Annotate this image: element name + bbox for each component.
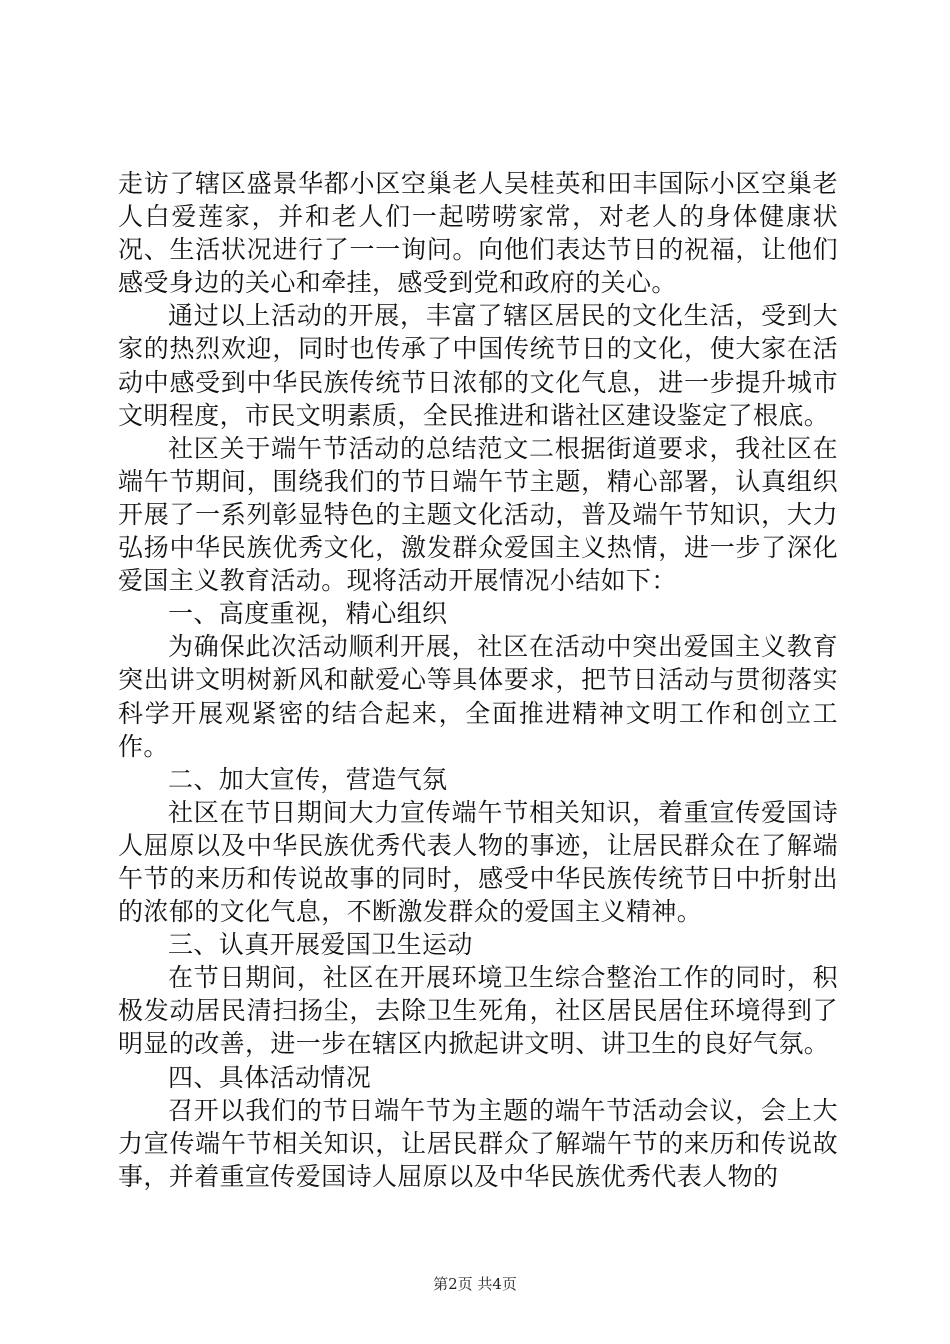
section-heading: 三、认真开展爱国卫生运动 <box>168 930 473 960</box>
paragraph: 在节日期间，社区在开展环境卫生综合整治工作的同时，积极发动居民清扫扬尘，去除卫生死角，社区居民居住环境得到了明显的改善，进一步在辖区内掀起讲文明、讲卫生的良好气氛。 <box>118 963 838 1059</box>
paragraph: 社区在节日期间大力宣传端午节相关知识，着重宣传爱国诗人屈原以及中华民族优秀代表人物的事迹，让居民群众在了解端午节的来历和传说故事的同时，感受中华民族传统节日中折射出的浓郁的文化气息，不断激发群众的爱国主义精神。 <box>118 797 838 927</box>
paragraph: 社区关于端午节活动的总结范文二根据街道要求，我社区在端午节期间，围绕我们的节日端午节主题，精心部署，认真组织开展了一系列彰显特色的主题文化活动，普及端午节知识，大力弘扬中华民族优秀文化，激发群众爱国主义热情，进一步了深化爱国主义教育活动。现将活动开展情况小结如下： <box>118 433 838 596</box>
section-heading: 二、加大宣传，营造气氛 <box>168 764 448 794</box>
paragraph-continuation: 走访了辖区盛景华都小区空巢老人吴桂英和田丰国际小区空巢老人白爱莲家，并和老人们一起唠唠家常，对老人的身体健康状况、生活状况进行了一一询问。向他们表达节日的祝福，让他们感受身边的关心和牵挂，感受到党和政府的关心。 <box>118 169 838 298</box>
section-heading: 四、具体活动情况 <box>168 1062 372 1092</box>
section-heading: 一、高度重视，精心组织 <box>168 599 448 629</box>
paragraph: 为确保此次活动顺利开展，社区在活动中突出爱国主义教育突出讲文明树新风和献爱心等具体要求，把节日活动与贯彻落实科学开展观紧密的结合起来，全面推进精神文明工作和创立工作。 <box>118 632 838 761</box>
paragraph: 召开以我们的节日端午节为主题的端午节活动会议，会上大力宣传端午节相关知识，让居民群众了解端午节的来历和传说故事，并着重宣传爱国诗人屈原以及中华民族优秀代表人物的 <box>118 1095 838 1191</box>
paragraph: 通过以上活动的开展，丰富了辖区居民的文化生活，受到大家的热烈欢迎，同时也传承了中国传统节日的文化，使大家在活动中感受到中华民族传统节日浓郁的文化气息，进一步提升城市文明程度，市民文明素质，全民推进和谐社区建设鉴定了根底。 <box>118 301 838 430</box>
page-footer: 第2页 共4页 <box>433 1275 517 1293</box>
document-body <box>118 167 838 1193</box>
